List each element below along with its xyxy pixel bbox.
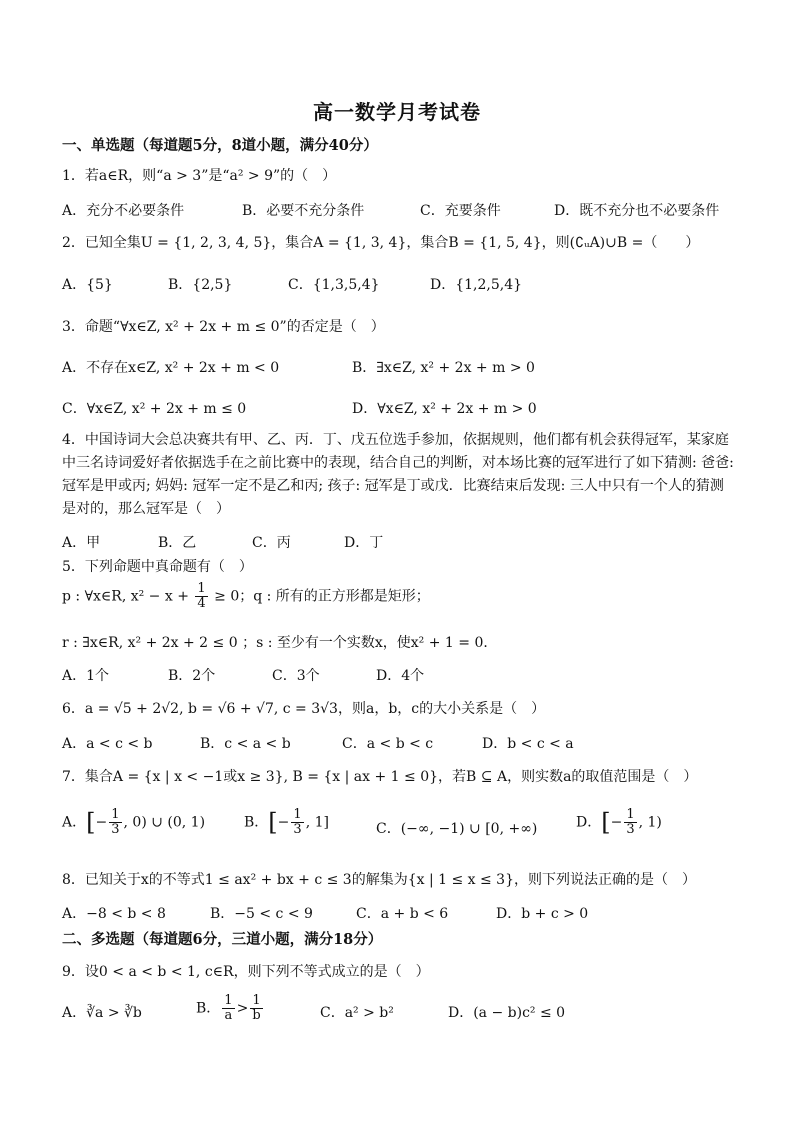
question-2-option-d: D．{1,2,5,4} (430, 277, 523, 293)
question-1-option-c: C．充要条件 (420, 203, 501, 219)
question-7-option-a (62, 808, 205, 837)
question-5-option-c: C．3个 (272, 668, 320, 684)
left-bracket: [ (86, 808, 96, 837)
question-4-option-a: A．甲 (62, 535, 101, 551)
question-4-option-c: C．丙 (252, 535, 291, 551)
question-9-option-d: D．(a − b)c² ≤ 0 (448, 1005, 566, 1021)
question-1-option-d: D．既不充分也不必要条件 (554, 203, 720, 219)
fraction-numerator: 1 (250, 994, 262, 1009)
page-title: 高一数学月考试卷 (313, 100, 481, 124)
question-5-proposition-r-s: r : ∃x∈R, x² + 2x + 2 ≤ 0 ；s : 至少有一个实数x，使x² + 1 = 0． (62, 635, 498, 651)
fraction-one-third (291, 808, 303, 837)
question-6-stem: 6．a = √5 + 2√2, b = √6 + √7, c = 3√3，则a，b，c的大小关系是（ ） (62, 701, 546, 717)
proposition-p-suffix: ≥ 0；q : 所有的正方形都是矩形； (214, 588, 430, 605)
question-2-option-b: B．{2,5} (168, 277, 233, 293)
minus-sign: − (610, 814, 623, 831)
option-a-suffix: , 0) ∪ (0, 1) (123, 814, 206, 831)
question-6-option-d: D．b < c < a (482, 736, 574, 752)
option-b-label: B． (244, 814, 269, 831)
question-4-stem: 4．中国诗词大会总决赛共有甲、乙、丙．丁、戊五位选手参加，依据规则，他们都有机会获得冠军，某家庭中三名诗词爱好者依据选手在之前比赛中的表现，结合自己的判断，对本场比赛的冠军进行了如下猜测: 爸爸: 冠军是甲或丙; 妈妈: 冠军一定不是乙和丙; 孩子: 冠军是丁或戊．比赛结束后发现: 三人中只有一个人的猜测是对的，那么冠军是（ ） (62, 432, 734, 517)
fraction-numerator: 1 (626, 807, 635, 822)
question-9-option-a: A．∛a > ∛b (62, 1005, 142, 1021)
question-3-option-c: C．∀x∈Z, x² + 2x + m ≤ 0 (62, 401, 247, 417)
question-3-option-d: D．∀x∈Z, x² + 2x + m > 0 (352, 401, 537, 417)
fraction-numerator: 1 (293, 807, 302, 822)
question-9-option-c: C．a² > b² (320, 1005, 394, 1021)
section-heading-single-choice: 一、单选题（每道题5分，8道小题，满分40分） (62, 137, 378, 154)
question-3-option-a: A．不存在x∈Z, x² + 2x + m < 0 (62, 360, 280, 376)
question-9-stem: 9．设0 < a < b < 1, c∈R，则下列不等式成立的是（ ） (62, 964, 430, 980)
question-8-option-b: B．−5 < c < 9 (210, 906, 313, 922)
question-6-option-a: A．a < c < b (62, 736, 153, 752)
question-8-option-a: A．−8 < b < 8 (62, 906, 166, 922)
greater-than-sign: > (236, 1000, 249, 1017)
minus-sign: − (95, 814, 108, 831)
question-3-option-b: B．∃x∈Z, x² + 2x + m > 0 (352, 360, 535, 376)
fraction-one-over-a (222, 994, 234, 1023)
fraction-one-quarter (195, 582, 207, 611)
question-2-option-a: A．{5} (62, 277, 113, 293)
question-1-option-b: B．必要不充分条件 (242, 203, 365, 219)
question-2-stem: 2．已知全集U = {1, 2, 3, 4, 5}，集合A = {1, 3, 4}，集合B = {1, 5, 4}，则(∁ᵤA)∪B =（ ） (62, 235, 700, 251)
left-bracket: [ (268, 808, 278, 837)
option-d-label: D． (576, 814, 602, 831)
question-3-stem: 3．命题“∀x∈Z, x² + 2x + m ≤ 0”的否定是（ ） (62, 319, 385, 335)
question-5-option-a: A．1个 (62, 668, 110, 684)
fraction-one-over-b (250, 994, 262, 1023)
question-7-stem: 7．集合A = {x | x < −1或x ≥ 3}, B = {x | ax + 1 ≤ 0}，若B ⊆ A，则实数a的取值范围是（ ） (62, 769, 698, 785)
question-1-option-a: A．充分不必要条件 (62, 203, 185, 219)
fraction-denominator: 3 (626, 822, 635, 837)
question-1-stem: 1．若a∈R，则“a > 3”是“a² > 9”的（ ） (62, 168, 337, 184)
minus-sign: − (277, 814, 290, 831)
fraction-numerator: 1 (224, 993, 233, 1008)
fraction-denominator: 3 (111, 822, 120, 837)
question-4-option-b: B．乙 (158, 535, 197, 551)
question-5-proposition-p-q (62, 582, 430, 611)
section-heading-multiple-choice: 二、多选题（每道题6分，三道小题，满分18分） (62, 931, 383, 948)
question-8-option-c: C．a + b < 6 (356, 906, 449, 922)
question-9-option-b (196, 994, 265, 1023)
fraction-denominator: 3 (293, 822, 302, 837)
question-8-stem: 8．已知关于x的不等式1 ≤ ax² + bx + c ≤ 3的解集为{x | 1 ≤ x ≤ 3}，则下列说法正确的是（ ） (62, 872, 696, 888)
fraction-numerator: 1 (111, 807, 120, 822)
question-4-option-d: D．丁 (344, 535, 384, 551)
question-5-stem: 5．下列命题中真命题有（ ） (62, 559, 253, 575)
left-bracket: [ (601, 808, 611, 837)
option-a-label: A． (62, 814, 87, 831)
fraction-one-third (624, 808, 636, 837)
proposition-p-prefix: p : ∀x∈R, x² − x + (62, 588, 189, 605)
fraction-denominator: a (224, 1008, 233, 1023)
question-7-option-c: C．(−∞, −1) ∪ [0, +∞) (376, 821, 538, 837)
option-b-suffix: , 1] (305, 814, 329, 831)
question-7-option-b (244, 808, 329, 837)
question-2-option-c: C．{1,3,5,4} (288, 277, 380, 293)
question-5-option-d: D．4个 (376, 668, 425, 684)
fraction-denominator: b (252, 1008, 261, 1023)
option-b-label: B． (196, 1000, 221, 1017)
question-5-option-b: B．2个 (168, 668, 216, 684)
fraction-denominator: 4 (197, 596, 206, 611)
fraction-one-third (109, 808, 121, 837)
question-8-option-d: D．b + c > 0 (496, 906, 589, 922)
fraction-numerator: 1 (197, 581, 206, 596)
question-7-option-d (576, 808, 662, 837)
option-d-suffix: , 1) (638, 814, 662, 831)
question-6-option-b: B．c < a < b (200, 736, 291, 752)
question-6-option-c: C．a < b < c (342, 736, 434, 752)
